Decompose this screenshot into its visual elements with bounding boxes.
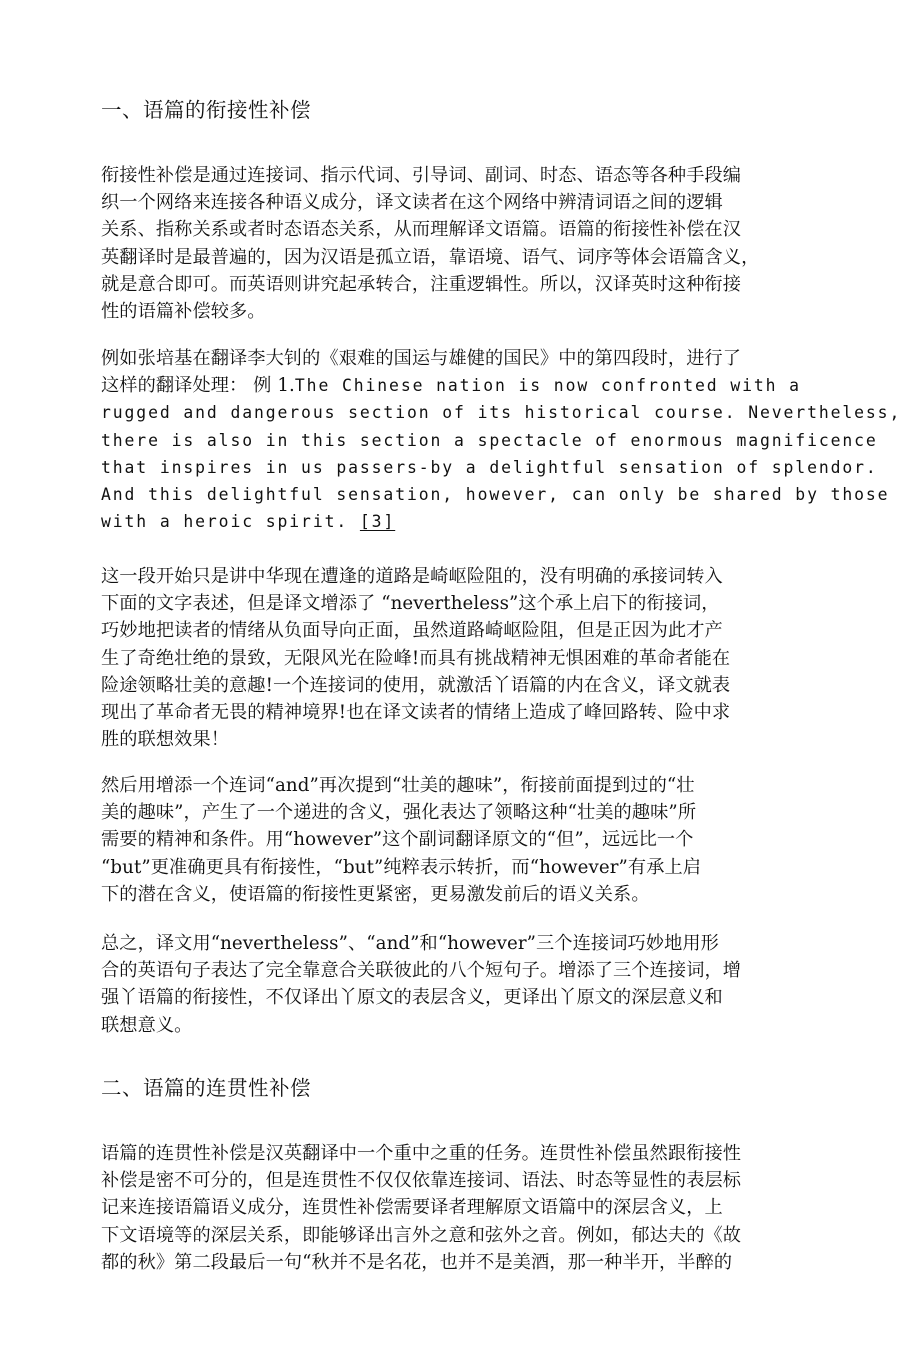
- section-1-paragraph-1: [101, 162, 813, 325]
- text-line: 都的秋》第二段最后一句“秋并不是名花，也并不是美酒，那一种半开，半醉的: [101, 1251, 733, 1273]
- section-1-heading: 一、语篇的衔接性补偿: [101, 98, 311, 122]
- section-1-paragraph-5: [101, 930, 813, 1039]
- section-2-heading: 二、语篇的连贯性补偿: [101, 1076, 311, 1100]
- example-intro: 这样的翻译处理： 例 1.: [101, 375, 295, 397]
- text-line: 巧妙地把读者的情绪从负面导向正面，虽然道路崎岖险阻，但是正因为此才产: [101, 620, 723, 642]
- text-line: [101, 372, 813, 399]
- english-translation-end: with a heroic spirit.: [101, 512, 360, 532]
- text-line: 合的英语句子表达了完全靠意合关联彼此的八个短句子。增添了三个连接词，增: [101, 960, 742, 982]
- text-line: 英翻译时是最普遍的，因为汉语是孤立语，靠语境、语气、词序等体会语篇含义，: [101, 246, 760, 268]
- text-line: 需要的精神和条件。用“however”这个副词翻译原文的“但”，远远比一个: [101, 829, 694, 851]
- text-line: 现出了革命者无畏的精神境界!也在译文读者的情绪上造成了峰回路转、险中求: [101, 701, 731, 723]
- english-translation-start: The Chinese nation is now confronted with a: [294, 376, 801, 396]
- text-line: 就是意合即可。而英语则讲究起承转合，注重逻辑性。所以，汉译英时这种衔接: [101, 273, 742, 295]
- text-line: 性的语篇补偿较多。: [101, 300, 266, 322]
- section-1-paragraph-3: [101, 563, 813, 753]
- text-line: 下的潜在含义，使语篇的衔接性更紧密，更易激发前后的语义关系。: [101, 883, 650, 905]
- text-line: 记来连接语篇语义成分，连贯性补偿需要译者理解原文语篇中的深层含义，上: [101, 1197, 723, 1219]
- text-line: 例如张培基在翻译李大钊的《艰难的国运与雄健的国民》中的第四段时，进行了: [101, 348, 742, 369]
- section-1-paragraph-2: [101, 345, 902, 535]
- text-line: 生了奇绝壮绝的景致，无限风光在险峰!而具有挑战精神无惧困难的革命者能在: [101, 647, 731, 669]
- section-1-paragraph-4: [101, 772, 813, 908]
- text-line: 这一段开始只是讲中华现在遭逢的道路是崎岖险阻的，没有明确的承接词转入: [101, 566, 723, 587]
- text-line: 下文语境等的深层关系，即能够译出言外之意和弦外之音。例如，郁达夫的《故: [101, 1224, 742, 1246]
- section-2-paragraph-1: [101, 1140, 813, 1276]
- text-line: 语篇的连贯性补偿是汉英翻译中一个重中之重的任务。连贯性补偿虽然跟衔接性: [101, 1143, 742, 1164]
- citation-link[interactable]: [3]: [359, 512, 396, 532]
- text-line: 联想意义。: [101, 1014, 193, 1036]
- text-line: 补偿是密不可分的，但是连贯性不仅仅依靠连接词、语法、时态等显性的表层标: [101, 1170, 742, 1192]
- text-line: 总之，译文用“nevertheless”、“and”和“however”三个连接词巧妙地用形: [101, 933, 719, 954]
- text-line: 胜的联想效果！: [101, 729, 230, 751]
- english-translation-line: that inspires in us passers-by a delightful sensation of splendor.: [101, 457, 878, 477]
- text-line: 下面的文字表述，但是译文增添了 “nevertheless”这个承上启下的衔接词，: [101, 593, 720, 615]
- text-line: 美的趣味”，产生了一个递进的含义，强化表达了领略这种“壮美的趣味”所: [101, 802, 697, 824]
- english-translation-line: rugged and dangerous section of its historical course. Nevertheless,: [101, 403, 902, 423]
- text-line: 衔接性补偿是通过连接词、指示代词、引导词、副词、时态、语态等各种手段编: [101, 165, 742, 186]
- text-line: 险途领略壮美的意趣!一个连接词的使用，就激活丫语篇的内在含义，译文就表: [101, 674, 731, 696]
- text-line: 强丫语篇的衔接性，不仅译出丫原文的表层含义，更译出丫原文的深层意义和: [101, 987, 723, 1009]
- text-line: 关系、指称关系或者时态语态关系，从而理解译文语篇。语篇的衔接性补偿在汉: [101, 219, 742, 241]
- english-translation-line: [101, 508, 813, 535]
- text-line: “but”更准确更具有衔接性，“but”纯粹表示转折，而“however”有承上启: [101, 856, 702, 878]
- english-translation-line: And this delightful sensation, however, can only be shared by those: [101, 484, 890, 504]
- text-line: 织一个网络来连接各种语义成分，译文读者在这个网络中辨清词语之间的逻辑: [101, 192, 723, 214]
- text-line: 然后用增添一个连词“and”再次提到“壮美的趣味”，衔接前面提到过的“壮: [101, 775, 695, 796]
- english-translation-line: there is also in this section a spectacle of enormous magnificence: [101, 430, 878, 450]
